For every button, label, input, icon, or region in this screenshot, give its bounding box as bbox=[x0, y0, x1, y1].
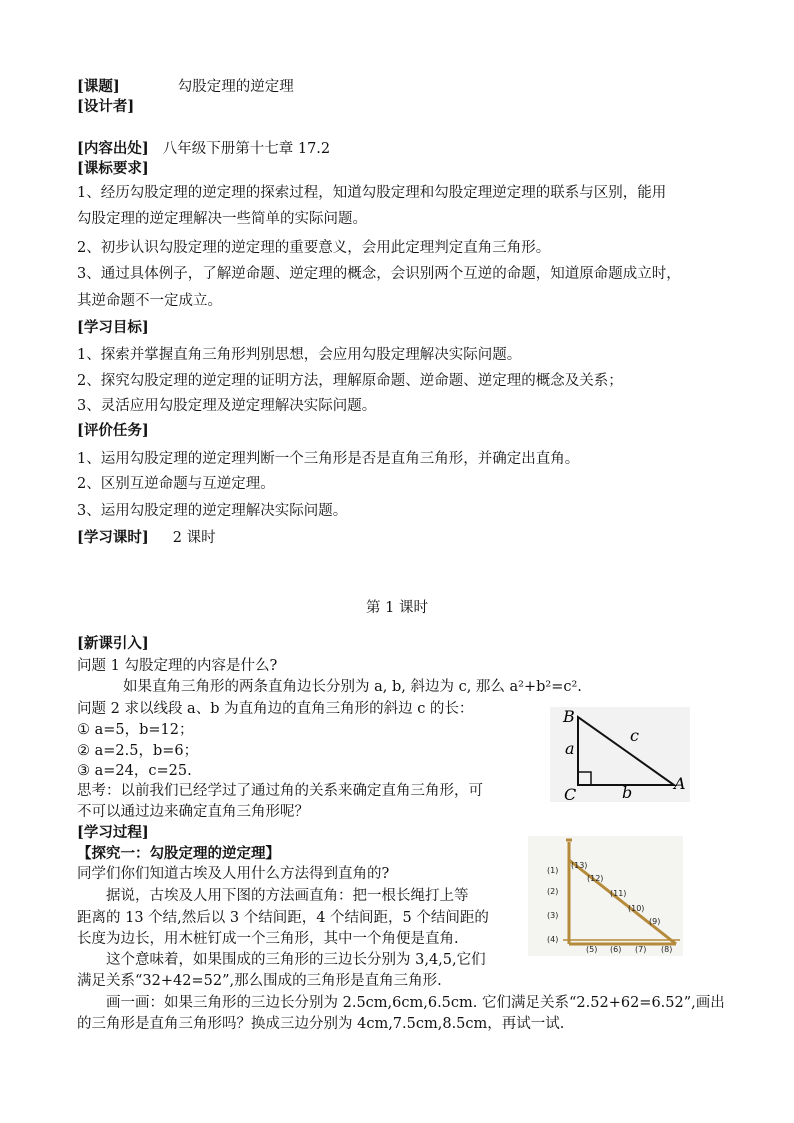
question-1: 问题 1 勾股定理的内容是什么? bbox=[77, 658, 278, 674]
case-item: ② a=2.5，b=6； bbox=[77, 743, 199, 759]
source-line bbox=[77, 139, 330, 159]
process-label: [学习过程] bbox=[77, 824, 149, 841]
topic-value: 勾股定理的逆定理 bbox=[177, 79, 294, 95]
knot-label: (3) bbox=[547, 911, 559, 920]
source-label: [内容出处] bbox=[77, 140, 149, 157]
knot-label: (6) bbox=[610, 945, 622, 954]
question-2: 问题 2 求以线段 a、b 为直角边的直角三角形的斜边 c 的长： bbox=[77, 701, 474, 717]
process-paragraph: 满足关系“32+42=52”,那么围成的三角形是直角三角形. bbox=[77, 973, 442, 989]
rope-triangle-diagram bbox=[528, 836, 683, 956]
goals-item: 2、探究勾股定理的逆定理的证明方法，理解原命题、逆命题、逆定理的概念及关系； bbox=[77, 373, 623, 389]
process-paragraph: 据说，古埃及人用下图的方法画直角：把一根长绳打上等 bbox=[106, 888, 469, 904]
side-c-label: c bbox=[630, 726, 639, 745]
side-a-label: a bbox=[565, 739, 575, 758]
knot-label: (13) bbox=[571, 861, 588, 870]
lesson-title: 第 1 课时 bbox=[366, 600, 428, 616]
knot-label: (2) bbox=[547, 887, 559, 896]
case-item: ① a=5，b=12； bbox=[77, 722, 194, 738]
vertex-b-label: B bbox=[563, 707, 575, 726]
knot-label: (1) bbox=[547, 866, 559, 875]
hours-label: [学习课时] bbox=[77, 529, 149, 546]
tasks-item: 1、运用勾股定理的逆定理判断一个三角形是否是直角三角形，并确定出直角。 bbox=[77, 451, 580, 467]
case-item: ③ a=24，c=25. bbox=[77, 763, 192, 779]
process-paragraph: 距离的 13 个结,然后以 3 个结间距，4 个结间距，5 个结间距的 bbox=[77, 910, 489, 926]
knot-label: (9) bbox=[649, 917, 661, 926]
answer-1: 如果直角三角形的两条直角边长分别为 a, b, 斜边为 c, 那么 a²+b²=c². bbox=[123, 679, 582, 695]
rope-triangle-figure bbox=[528, 836, 683, 956]
think-line: 不可以通过边来确定直角三角形呢？ bbox=[77, 804, 309, 820]
source-value: 八年级下册第十七章 17.2 bbox=[162, 141, 331, 157]
topic-label: [课题] bbox=[77, 78, 120, 95]
process-paragraph: 同学们你们知道古埃及人用什么方法得到直角的? bbox=[77, 866, 390, 882]
tasks-item: 3、运用勾股定理的逆定理解决实际问题。 bbox=[77, 503, 348, 519]
standards-item: 其逆命题不一定成立。 bbox=[77, 293, 222, 309]
hours-value: 2 课时 bbox=[172, 530, 216, 546]
goals-label: [学习目标] bbox=[77, 319, 149, 336]
standards-label: [课标要求] bbox=[77, 160, 149, 177]
hours-line bbox=[77, 528, 216, 548]
knot-label: (4) bbox=[547, 935, 559, 944]
process-paragraph: 长度为边长，用木桩钉成一个三角形，其中一个角便是直角. bbox=[77, 931, 459, 947]
think-line: 思考：以前我们已经学过了通过角的关系来确定直角三角形，可 bbox=[77, 783, 483, 799]
designer-label: [设计者] bbox=[77, 98, 135, 115]
goals-item: 3、灵活应用勾股定理及逆定理解决实际问题。 bbox=[77, 398, 377, 414]
knot-label: (10) bbox=[628, 904, 645, 913]
standards-item: 2、初步认识勾股定理的逆定理的重要意义，会用此定理判定直角三角形。 bbox=[77, 240, 551, 256]
standards-item: 1、经历勾股定理的逆定理的探索过程，知道勾股定理和勾股定理逆定理的联系与区别，能用 bbox=[77, 185, 667, 201]
intro-label: [新课引入] bbox=[77, 635, 149, 652]
knot-label: (7) bbox=[635, 945, 647, 954]
standards-item: 勾股定理的逆定理解决一些简单的实际问题。 bbox=[77, 211, 367, 227]
process-paragraph: 的三角形是直角三角形吗？换成三边分别为 4cm,7.5cm,8.5cm，再试一试. bbox=[77, 1016, 565, 1032]
knot-label: (11) bbox=[610, 889, 627, 898]
explore-title: 【探究一：勾股定理的逆定理】 bbox=[77, 845, 280, 862]
vertex-a-label: A bbox=[674, 774, 686, 793]
side-b-label: b bbox=[622, 783, 633, 802]
right-triangle-figure bbox=[550, 707, 690, 802]
tasks-item: 2、区别互逆命题与互逆定理。 bbox=[77, 476, 275, 492]
tasks-label: [评价任务] bbox=[77, 422, 149, 439]
process-paragraph: 这个意味着，如果围成的三角形的三边长分别为 3,4,5,它们 bbox=[106, 952, 486, 968]
right-triangle-diagram bbox=[550, 707, 690, 802]
process-paragraph: 画一画：如果三角形的三边长分别为 2.5cm,6cm,6.5cm. 它们满足关系“2.52+62=6.52”,画出 bbox=[106, 995, 725, 1011]
standards-item: 3、通过具体例子，了解逆命题、逆定理的概念，会识别两个互逆的命题，知道原命题成立时， bbox=[77, 266, 681, 282]
goals-item: 1、探索并掌握直角三角形判别思想，会应用勾股定理解决实际问题。 bbox=[77, 347, 522, 363]
knot-label: (12) bbox=[587, 874, 604, 883]
vertex-c-label: C bbox=[564, 785, 577, 802]
topic-line bbox=[77, 77, 294, 97]
knot-label: (5) bbox=[586, 945, 598, 954]
knot-label: (8) bbox=[661, 945, 673, 954]
